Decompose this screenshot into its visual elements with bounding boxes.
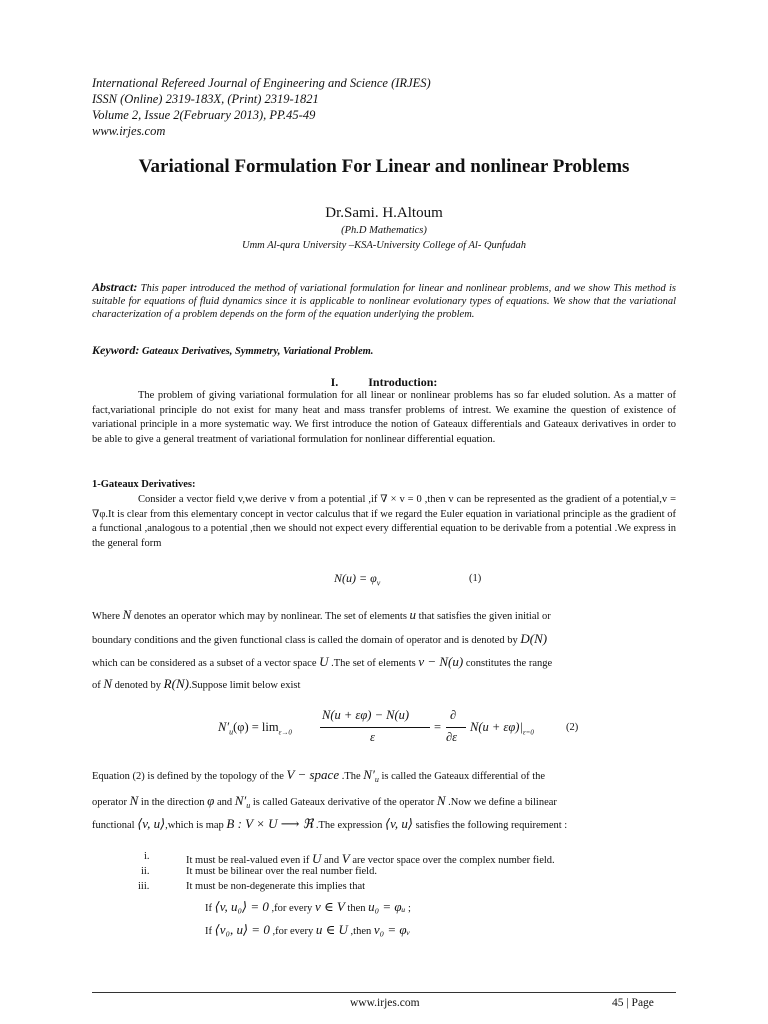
author-degree: (Ph.D Mathematics): [341, 225, 427, 236]
where-line-1: Where N denotes an operator which may by nonlinear. The set of elements u that satisfies the given initial or: [92, 607, 551, 622]
section-title: Introduction:: [368, 375, 438, 389]
section-heading: [0, 375, 768, 390]
list-num-3: iii.: [138, 881, 150, 892]
equation-1: $N(u) = \varphi_v$: [334, 571, 381, 588]
footer-rule: [92, 992, 676, 993]
eq2-partial-num: ∂: [450, 708, 457, 722]
subsection-heading: 1-Gateaux Derivatives:: [92, 479, 196, 490]
paper-title: Variational Formulation For Linear and nonlinear Problems: [138, 156, 630, 177]
journal-name: International Refereed Journal of Engineering and Science (IRJES): [92, 76, 431, 90]
def-line-3: functional ⟨v, u⟩,which is map B : V × U ⟶ ℜ .The expression ⟨v, u⟩ satisfies the following requirement :: [92, 816, 568, 831]
abstract-label: Abstract:: [92, 280, 138, 294]
where-line-2: boundary conditions and the given functional class is called the domain of operator and is denoted by D(N): [92, 631, 548, 646]
condition-2: If ⟨v₀, u⟩ = 0 ,for every u ∈ U ,then v₀ = φᵥ: [205, 922, 411, 937]
equation-1-number: (1): [469, 573, 482, 584]
eq2-fraction-bar: [320, 727, 430, 728]
page-number: 45 | Page: [612, 997, 654, 1009]
def-line-2: operator N in the direction φ and $N'_u$ is called Gateaux derivative of the operator N .Now we define a bilinear: [92, 793, 557, 811]
footer-url[interactable]: www.irjes.com: [350, 997, 420, 1009]
abstract: [92, 281, 676, 322]
keywords: [92, 343, 373, 358]
author-affiliation: Umm Al-qura University –KSA-University College of Al- Qunfudah: [242, 240, 526, 251]
def-line-1: Equation (2) is defined by the topology of the V − space .The $N'_u$ is called the Gateaux differential of the: [92, 767, 546, 785]
keywords-text: Gateaux Derivatives, Symmetry, Variational Problem.: [139, 346, 374, 357]
list-item-1: It must be real-valued even if U and V are vector space over the complex number field.: [186, 851, 555, 866]
list-num-1: i.: [144, 851, 150, 862]
gateaux-paragraph: Consider a vector field v,we derive v from a potential ,if ∇ × v = 0 ,then v can be represented as the gradient of a potential,v = ∇φ.It is clear from this elementary concept in vector calculus that if we regard the Euler equation in variational principle as the gradient of a functional ,analogous to a potential ,then we should not expect every differential equation to be derivable from a potential .We express in the general form: [92, 494, 676, 549]
abstract-text: This paper introduced the method of variational formulation for linear and nonlinear problems, and we show This method is suitable for equations of fluid dynamics since it is applicable to nonlinear evolutionary types of equations. We show that the variational characterization of a problem depends on the form of the equation underlying the problem.: [92, 283, 676, 321]
where-line-3: which can be considered as a subset of a vector space U .The set of elements v − N(u) constitutes the range: [92, 654, 553, 669]
list-item-2: It must be bilinear over the real number field.: [186, 866, 377, 877]
intro-paragraph: The problem of giving variational formulation for all linear or nonlinear problems has so far eluded solution. As a matter of fact,variational principle do not exist for many heat and mass transfer problems of intrest. We examine the question of existence of variational principle in a more systematic way. We first introduce the notion of Gateaux differentials and Gateaux derivatives in order to be able to give a general treatment of variational formulation for nonlinear differential equation.: [92, 390, 676, 445]
equation-2-number: (2): [566, 722, 579, 733]
eq2-partial-den: ∂ε: [446, 730, 458, 744]
author-name: Dr.Sami. H.Altoum: [325, 205, 443, 221]
equation-2: $N'_u(\varphi) = \lim_{\varepsilon\to 0}$ N(u + εφ) − N(u) ε = ∂ ∂ε $N(u + \varepsilon\varphi)|_{\varepsilon=0}$: [218, 708, 534, 744]
eq2-denominator: ε: [370, 730, 375, 744]
eq2-lhs: $N'_u(\varphi) = \lim_{\varepsilon\to 0}$: [218, 720, 292, 737]
where-line-4: of N denoted by R(N).Suppose limit below exist: [92, 676, 301, 691]
eq2-partial-bar: [446, 727, 466, 728]
eq2-numerator: N(u + εφ) − N(u): [322, 708, 410, 722]
journal-url[interactable]: www.irjes.com: [92, 124, 166, 138]
issn-line: ISSN (Online) 2319-183X, (Print) 2319-1821: [92, 92, 319, 106]
condition-1: If ⟨v, u₀⟩ = 0 ,for every v ∈ V then u₀ = φᵤ ;: [205, 899, 411, 914]
eq2-rhs: $N(u + \varepsilon\varphi)|_{\varepsilon=0}$: [470, 720, 534, 737]
list-num-2: ii.: [141, 866, 150, 877]
list-item-3: It must be non-degenerate this implies that: [186, 881, 366, 892]
section-number: I.: [330, 375, 339, 389]
volume-line: Volume 2, Issue 2(February 2013), PP.45-49: [92, 108, 316, 122]
keywords-label: Keyword:: [92, 343, 140, 357]
